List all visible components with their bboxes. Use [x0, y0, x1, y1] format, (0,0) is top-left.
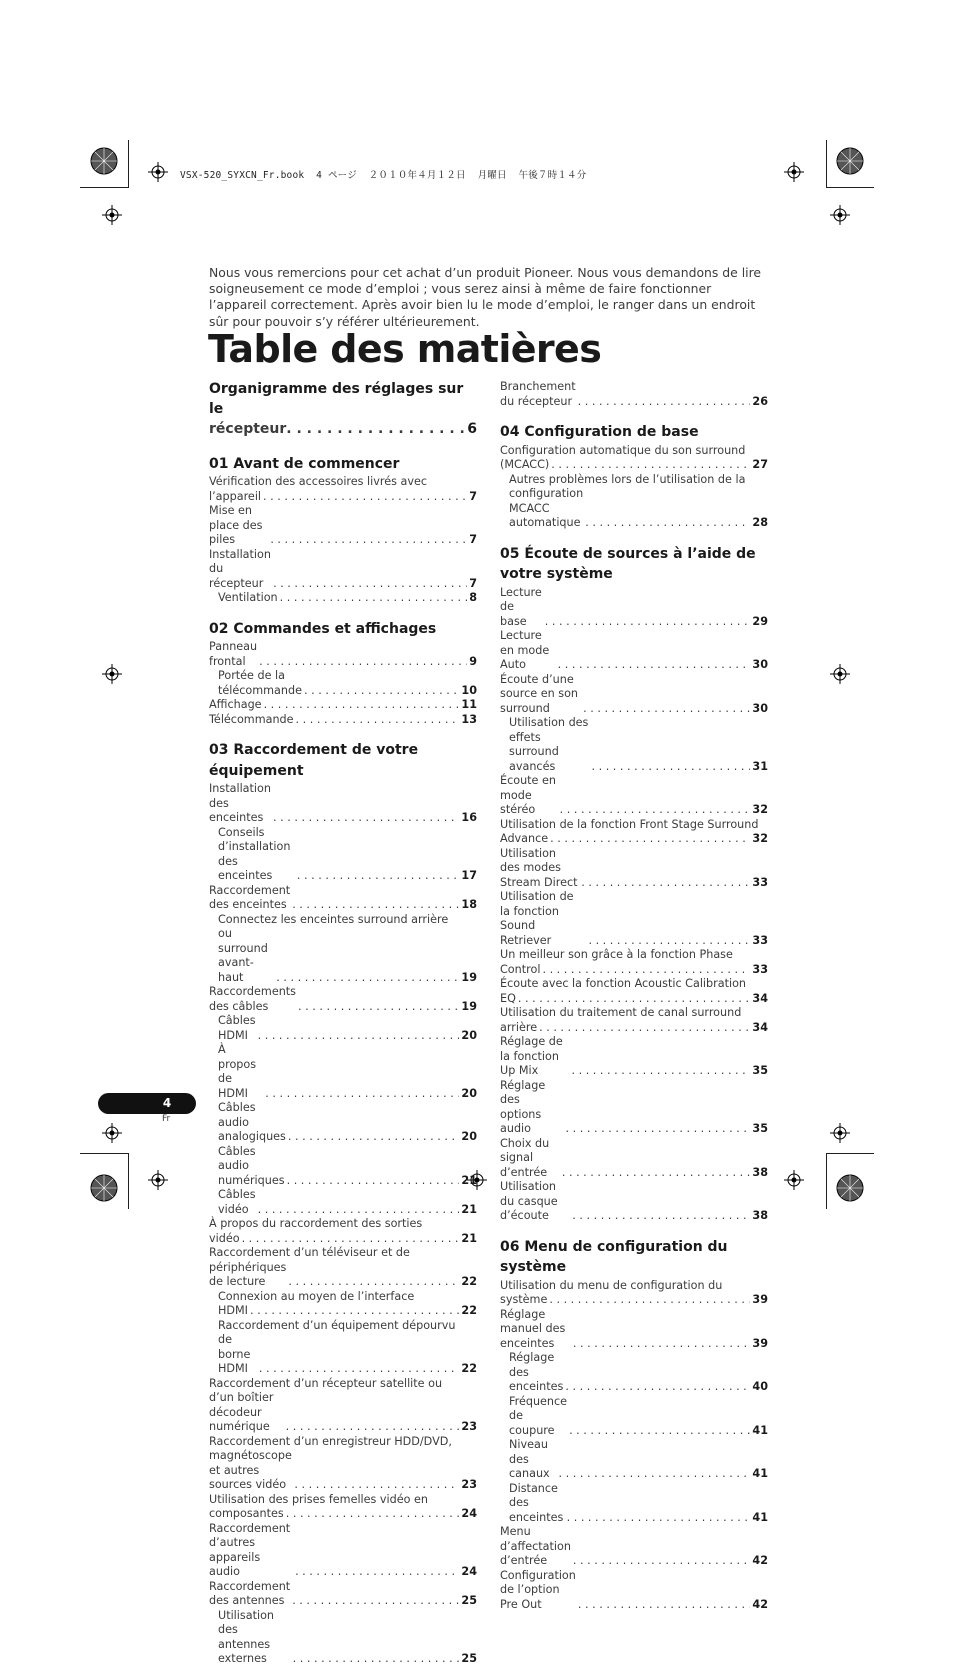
page-language: Fr — [162, 1114, 171, 1124]
toc-page-number: 23 — [461, 1478, 477, 1491]
toc-leader — [280, 591, 468, 606]
toc-leader — [567, 1511, 751, 1526]
toc-entry — [500, 1021, 768, 1036]
toc-leader — [573, 1337, 751, 1352]
toc-entry — [500, 1079, 768, 1137]
toc-section — [209, 741, 477, 1667]
toc-entry-line: Utilisation de la fonction Front Stage Surround — [500, 817, 759, 831]
toc-leader — [292, 898, 459, 913]
toc-leader — [286, 1420, 460, 1435]
toc-entry — [500, 890, 768, 948]
toc-section-title: 05 Écoute de sources à l’aide de — [500, 545, 756, 562]
toc-section-title: système — [500, 1259, 567, 1275]
toc-entry — [209, 1145, 477, 1189]
toc-page-number: 38 — [752, 1165, 768, 1179]
toc-entry-text: Raccordement d’autres appareils audio — [209, 1521, 291, 1578]
toc-entry-line: Utilisation du menu de configuration du — [500, 1278, 723, 1292]
toc-leader — [298, 1000, 459, 1015]
toc-entry-text: Fréquence de coupure — [509, 1394, 568, 1437]
registration-mark-icon — [102, 664, 122, 684]
toc-entry-text: Réglage de la fonction Up Mix — [500, 1035, 563, 1077]
toc-entry-text: Réglage des enceintes — [509, 1351, 564, 1393]
toc-page-number: 33 — [752, 933, 768, 947]
toc-entry — [209, 1333, 477, 1377]
toc-section — [209, 380, 477, 440]
toc-entry-text: Branchement du récepteur — [500, 380, 576, 408]
toc-entry-text: Écoute d’une source en son surround — [500, 672, 579, 715]
toc-entry — [500, 963, 768, 978]
toc-entry — [209, 1261, 477, 1290]
toc-entry-text: Utilisation des antennes externes — [218, 1608, 275, 1665]
toc-leader — [288, 1275, 459, 1290]
toc-leader — [304, 684, 459, 699]
registration-mark-icon — [102, 205, 122, 225]
toc-entry-line: Vérification des accessoires livrés avec — [209, 475, 428, 488]
toc-entry-line: Autres problèmes lors de l’utilisation de la — [509, 472, 746, 486]
color-target-icon — [836, 1174, 864, 1202]
section-gap — [209, 727, 477, 741]
toc-leader — [550, 832, 750, 847]
color-target-icon — [90, 1174, 118, 1202]
toc-page-number: 33 — [752, 962, 768, 976]
toc-page-number: 24 — [461, 1565, 477, 1578]
toc-entry — [209, 669, 477, 698]
toc-entry-text: Conseils d’installation des enceintes — [218, 825, 291, 882]
toc-leader — [288, 1130, 460, 1145]
toc-entry-line: Utilisation des prises femelles vidéo en — [209, 1492, 429, 1506]
toc-entry-line: Raccordement d’un enregistreur HDD/DVD, — [209, 1434, 452, 1448]
toc-entry-line: Utilisation du traitement de canal surround — [500, 1006, 742, 1019]
toc-leader — [263, 490, 467, 505]
toc-leader — [258, 1203, 460, 1218]
toc-page-number: 42 — [752, 1597, 768, 1611]
toc-entry — [500, 1438, 768, 1482]
toc-entry-text: Installation des enceintes — [209, 782, 271, 824]
toc-section-title-entry — [209, 420, 477, 440]
toc-entry — [500, 847, 768, 891]
toc-page-number: 6 — [467, 421, 477, 437]
toc-entry — [209, 591, 477, 606]
toc-entry-text: ou surround avant-haut — [218, 927, 268, 984]
toc-leader — [273, 811, 459, 826]
toc-entry-text: magnétoscope et autres sources vidéo — [209, 1449, 292, 1491]
toc-entry — [209, 1188, 477, 1217]
toc-leader — [258, 1029, 460, 1044]
toc-entry-text: Utilisation de la fonction Sound Retriever — [500, 890, 574, 947]
toc-page-number: 20 — [461, 1028, 477, 1042]
toc-entry-text: (MCACC) — [500, 458, 550, 471]
toc-section — [209, 455, 477, 606]
toc-leader — [293, 1652, 460, 1667]
toc-entry-text: de borne HDMI — [218, 1333, 251, 1375]
toc-entry — [209, 1522, 477, 1580]
toc-page-number: 41 — [752, 1467, 768, 1480]
registration-mark-icon — [830, 664, 850, 684]
section-gap — [209, 441, 477, 455]
toc-entry — [500, 1525, 768, 1569]
toc-leader — [578, 395, 751, 410]
registration-mark-icon — [148, 1170, 168, 1190]
toc-entry — [500, 716, 768, 774]
toc-entry-text: Ventilation — [218, 591, 278, 604]
toc-leader — [562, 1166, 751, 1181]
toc-page-number: 10 — [461, 683, 477, 697]
toc-leader — [276, 971, 459, 986]
toc-entry — [500, 458, 768, 473]
toc-leader — [287, 1174, 460, 1189]
toc-entry-text: système — [500, 1293, 548, 1306]
toc-entry-text: configuration MCACC automatique — [509, 487, 584, 529]
toc-entry — [500, 487, 768, 531]
toc-entry — [500, 1395, 768, 1439]
toc-page-number: 38 — [752, 1209, 768, 1222]
toc-entry — [209, 1449, 477, 1493]
toc-entry-text: l’appareil — [209, 489, 262, 503]
registration-mark-icon — [148, 162, 168, 182]
toc-entry-text: Choix du signal d’entrée — [500, 1136, 550, 1179]
toc-left-column — [209, 380, 477, 1667]
toc-entry-text: Menu d’affectation d’entrée — [500, 1525, 571, 1567]
toc-leader — [545, 615, 751, 630]
toc-entry-text: Lecture de base — [500, 585, 542, 628]
toc-leader — [551, 458, 750, 473]
toc-page-number: 22 — [461, 1275, 477, 1288]
toc-entry — [209, 1580, 477, 1609]
toc-page-number: 9 — [469, 654, 477, 668]
toc-page-number: 34 — [752, 1020, 768, 1034]
toc-entry — [500, 774, 768, 818]
registration-mark-icon — [784, 1170, 804, 1190]
page-number: 4 — [162, 1096, 172, 1110]
toc-leader — [296, 713, 460, 728]
toc-entry-text: Control — [500, 962, 541, 976]
toc-entry — [500, 992, 768, 1007]
toc-entry — [209, 698, 477, 713]
toc-entry-text: Utilisation des modes Stream Direct — [500, 846, 578, 889]
toc-entry — [500, 586, 768, 630]
toc-entry-text: Utilisation des effets surround avancés — [509, 716, 589, 773]
toc-leader — [560, 803, 751, 818]
toc-leader — [588, 934, 750, 949]
toc-entry-text: Lecture en mode Auto — [500, 629, 550, 671]
toc-page-number: 34 — [752, 991, 768, 1005]
toc-leader — [549, 1293, 750, 1308]
toc-entry — [500, 832, 768, 847]
toc-entry — [209, 884, 477, 913]
toc-page-number: 17 — [461, 869, 477, 882]
toc-page-number: 41 — [752, 1510, 768, 1524]
toc-leader — [265, 1087, 459, 1102]
toc-entry-text: arrière — [500, 1020, 538, 1034]
toc-entry-line: À propos du raccordement des sorties — [209, 1217, 423, 1230]
toc-leader — [294, 1478, 459, 1493]
toc-page-number: 30 — [752, 658, 768, 671]
toc-page-number: 20 — [461, 1086, 477, 1100]
toc-leader — [558, 658, 751, 673]
toc-entry — [209, 548, 477, 592]
toc-page-number: 21 — [461, 1173, 477, 1187]
section-gap — [500, 409, 768, 423]
toc-leader — [566, 1122, 751, 1137]
toc-page-number: 29 — [752, 614, 768, 628]
toc-leader — [259, 655, 467, 670]
toc-page-number: 18 — [461, 898, 477, 911]
toc-page-number: 25 — [461, 1652, 477, 1665]
toc-entry — [209, 826, 477, 884]
section-gap — [500, 531, 768, 545]
toc-entry — [209, 985, 477, 1014]
toc-page-number: 27 — [752, 458, 768, 471]
toc-entry-text: Distance des enceintes — [509, 1481, 564, 1524]
toc-page-number: 42 — [752, 1554, 768, 1567]
toc-page-number: 7 — [469, 533, 477, 546]
toc-entry-text: Niveau des canaux — [509, 1438, 550, 1480]
toc-leader — [583, 702, 750, 717]
toc-page-number: 7 — [469, 489, 477, 503]
registration-mark-icon — [830, 205, 850, 225]
toc-leader — [518, 992, 751, 1007]
toc-page-number: 22 — [461, 1304, 477, 1317]
toc-entry — [500, 1482, 768, 1526]
toc-entry-text: Mise en place des piles — [209, 504, 263, 546]
toc-entry — [500, 1351, 768, 1395]
toc-entry — [209, 1304, 477, 1319]
toc-section-title: 04 Configuration de base — [500, 424, 699, 440]
toc-leader — [572, 1209, 750, 1224]
toc-entry — [500, 380, 768, 409]
toc-page-number: 7 — [469, 576, 477, 590]
toc-leader — [295, 1565, 459, 1580]
toc-page-number: 21 — [461, 1202, 477, 1216]
toc-entry — [500, 673, 768, 717]
toc-entry-text: EQ — [500, 991, 516, 1005]
toc-section — [500, 545, 768, 1224]
toc-leader — [292, 1594, 459, 1609]
section-gap — [500, 1224, 768, 1238]
toc-entry — [209, 927, 477, 985]
toc-entry-text: Câbles HDMI — [218, 1014, 256, 1042]
toc-entry — [500, 629, 768, 673]
toc-page-number: 20 — [461, 1130, 477, 1143]
toc-leader — [585, 516, 750, 531]
toc-entry — [209, 1101, 477, 1145]
toc-entry-text: périphériques de lecture — [209, 1260, 287, 1288]
toc-entry-text: Réglage manuel des enceintes — [500, 1307, 566, 1350]
toc-entry-line: Écoute avec la fonction Acoustic Calibration — [500, 977, 747, 990]
toc-page-number: 32 — [752, 832, 768, 845]
toc-section-title: 06 Menu de configuration du — [500, 1238, 728, 1255]
toc-leader — [591, 760, 750, 775]
toc-section — [209, 620, 477, 728]
toc-entry-text: composantes — [209, 1507, 284, 1520]
toc-page-number: 30 — [752, 701, 768, 715]
toc-entry-text: Raccordement des enceintes — [209, 883, 291, 911]
toc-leader — [539, 1021, 750, 1036]
registration-mark-icon — [102, 1123, 122, 1143]
toc-entry — [209, 490, 477, 505]
toc-section-title: 01 Avant de commencer — [209, 455, 400, 472]
intro-paragraph: Nous vous remercions pour cet achat d’un produit Pioneer. Nous vous demandons de lire soigneusement ce mode d’emploi ; vous serez ainsi à même de faire fonctionner l’appareil correctement. Après avoir bien lu le mode d’emploi, le ranger dans un endroit sûr pour pouvoir s’y référer ultérieurement. — [209, 265, 762, 329]
toc-entry-text: Raccordements des câbles — [209, 985, 297, 1013]
toc-entry-text: Installation du récepteur — [209, 547, 271, 590]
toc-entry-line: Un meilleur son grâce à la fonction Phase — [500, 948, 733, 961]
section-gap — [209, 606, 477, 620]
toc-page-number: 24 — [461, 1507, 477, 1520]
toc-entry — [209, 1014, 477, 1043]
registration-mark-icon — [784, 162, 804, 182]
toc-right-column — [500, 380, 768, 1612]
toc-page-number: 39 — [752, 1336, 768, 1350]
toc-leader — [571, 1064, 750, 1079]
toc-entry-line: Raccordement d’un équipement dépourvu — [218, 1318, 456, 1332]
toc-leader — [286, 420, 467, 440]
toc-page-number: 41 — [752, 1423, 768, 1437]
toc-page-number: 23 — [461, 1420, 477, 1433]
toc-entry — [209, 1609, 477, 1667]
toc-entry-text: Affichage — [209, 698, 262, 711]
toc-page-number: 22 — [461, 1362, 477, 1375]
toc-page-number: 39 — [752, 1293, 768, 1306]
toc-entry-text: Portée de la télécommande — [218, 669, 302, 697]
toc-entry-text: Raccordement des antennes — [209, 1579, 291, 1607]
toc-leader — [259, 1362, 460, 1377]
toc-entry-text: d’un boîtier décodeur numérique — [209, 1391, 274, 1433]
toc-entry — [209, 640, 477, 669]
toc-page-number: 19 — [461, 970, 477, 984]
toc-page-number: 16 — [461, 811, 477, 824]
toc-entry — [209, 782, 477, 826]
toc-leader — [264, 698, 460, 713]
toc-page-number: 35 — [752, 1122, 768, 1135]
toc-page-number: 28 — [752, 516, 768, 529]
toc-leader — [559, 1467, 751, 1482]
page-title: Table des matières — [208, 327, 602, 371]
toc-leader — [286, 1507, 460, 1522]
toc-section-title: Organigramme des réglages sur le — [209, 381, 464, 417]
toc-entry — [209, 504, 477, 548]
color-target-icon — [90, 147, 118, 175]
toc-entry-text: HDMI — [218, 1304, 248, 1317]
toc-leader — [569, 1424, 750, 1439]
toc-page-number: 19 — [461, 999, 477, 1013]
toc-entry-text: Écoute en mode stéréo — [500, 774, 556, 816]
toc-entry — [500, 1308, 768, 1352]
toc-entry-text: Télécommande — [209, 712, 294, 726]
toc-entry-line: Connexion au moyen de l’interface — [218, 1289, 415, 1303]
toc-leader — [578, 1598, 751, 1613]
toc-entry-text: récepteur — [209, 421, 287, 437]
toc-page-number: 21 — [461, 1231, 477, 1245]
toc-entry-text: Configuration de l’option Pre Out — [500, 1568, 576, 1611]
toc-leader — [250, 1304, 459, 1319]
toc-entry-text: Utilisation du casque d’écoute — [500, 1180, 558, 1222]
toc-page-number: 13 — [461, 712, 477, 726]
toc-entry — [500, 1180, 768, 1224]
toc-entry-line: Raccordement d’un téléviseur et de — [209, 1246, 410, 1259]
toc-page-number: 11 — [461, 698, 477, 711]
toc-entry-text: Panneau frontal — [209, 640, 258, 668]
toc-page-number: 40 — [752, 1380, 768, 1393]
toc-page-number: 8 — [469, 591, 477, 604]
color-target-icon — [836, 147, 864, 175]
toc-section-title: 03 Raccordement de votre — [209, 742, 419, 758]
toc-page-number: 32 — [752, 803, 768, 816]
toc-leader — [297, 869, 460, 884]
toc-entry — [209, 1507, 477, 1522]
toc-leader — [542, 963, 750, 978]
toc-entry — [500, 1035, 768, 1079]
toc-page-number: 26 — [752, 394, 768, 408]
toc-section — [500, 1238, 768, 1613]
toc-entry-line: Configuration automatique du son surround — [500, 443, 746, 457]
toc-entry-text: Advance — [500, 832, 549, 845]
toc-entry-text: Câbles audio numériques — [218, 1144, 285, 1187]
toc-section — [500, 423, 768, 531]
toc-entry — [500, 1293, 768, 1308]
toc-leader — [270, 533, 467, 548]
toc-leader — [573, 1554, 751, 1569]
toc-page-number: 33 — [752, 875, 768, 889]
toc-entry — [500, 1569, 768, 1613]
toc-entry-text: Câbles vidéo — [218, 1188, 256, 1216]
toc-entry-text: Câbles audio analogiques — [218, 1101, 286, 1143]
toc-section — [500, 380, 768, 409]
toc-entry-text: vidéo — [209, 1231, 240, 1245]
toc-leader — [242, 1232, 460, 1247]
toc-page-number: 31 — [752, 759, 768, 773]
toc-page-number: 35 — [752, 1064, 768, 1077]
toc-entry — [209, 1391, 477, 1435]
file-info-header: VSX-520_SYXCN_Fr.book 4 ページ ２０１０年４月１２日 月曜日 午後７時１４分 — [180, 170, 587, 181]
toc-section-title: votre système — [500, 566, 613, 582]
registration-mark-icon — [830, 1123, 850, 1143]
toc-entry — [500, 1137, 768, 1181]
toc-leader — [565, 1380, 750, 1395]
toc-entry — [209, 1043, 477, 1101]
toc-entry-line: Connectez les enceintes surround arrière — [218, 912, 449, 926]
toc-section-title: équipement — [209, 762, 304, 779]
toc-page-number: 25 — [461, 1594, 477, 1607]
toc-leader — [273, 577, 467, 592]
toc-section-title: 02 Commandes et affichages — [209, 620, 437, 637]
toc-entry — [209, 1232, 477, 1247]
toc-entry-line: Raccordement d’un récepteur satellite ou — [209, 1376, 443, 1390]
toc-entry — [209, 713, 477, 728]
toc-entry-text: À propos de HDMI — [218, 1043, 257, 1100]
toc-leader — [581, 876, 750, 891]
toc-entry-text: Réglage des options audio — [500, 1078, 546, 1135]
